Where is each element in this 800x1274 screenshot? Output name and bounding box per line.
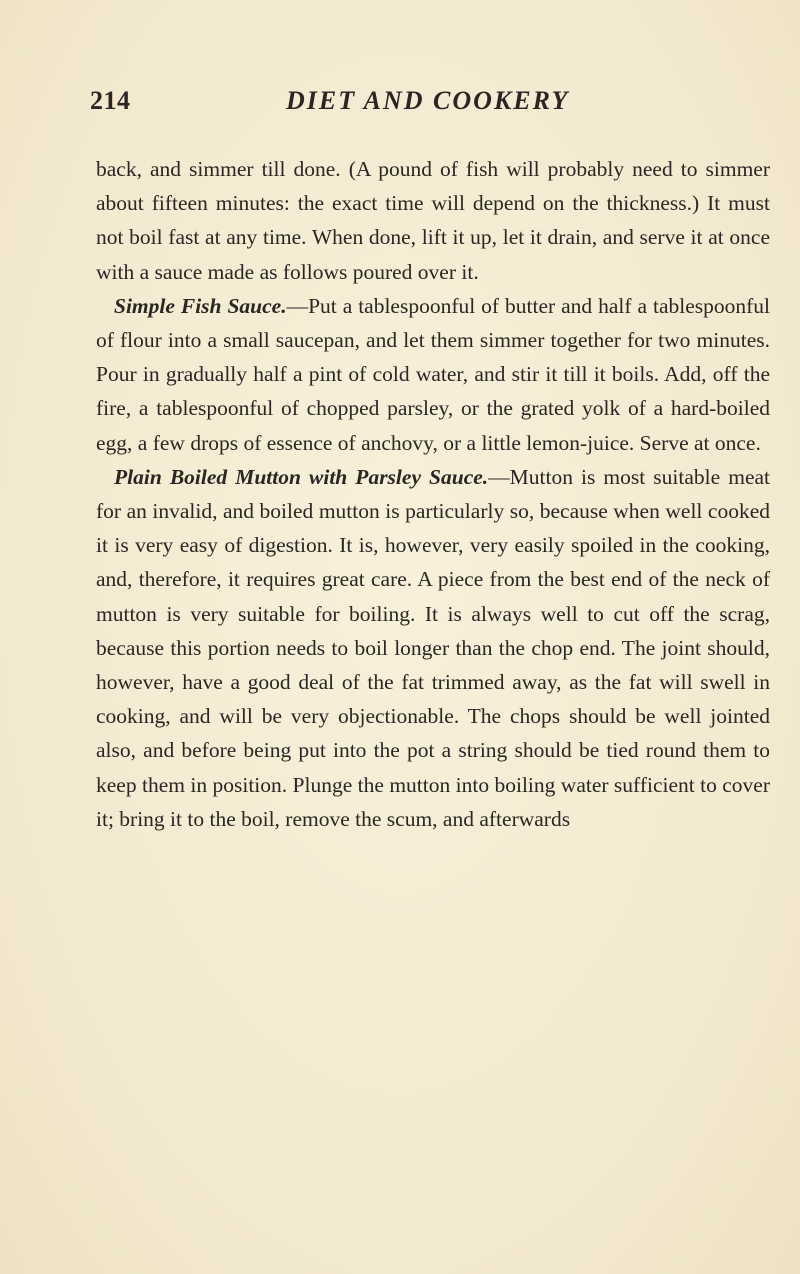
body-text — [96, 152, 770, 836]
paragraph-boiled-mutton — [96, 460, 770, 836]
running-title: DIET AND COOKERY — [286, 86, 570, 115]
paragraph-simple-fish-sauce — [96, 289, 770, 460]
page-number: 214 — [90, 86, 131, 115]
paragraph-fish-continuation — [96, 152, 770, 289]
recipe-heading: Simple Fish Sauce. — [114, 293, 287, 318]
paragraph-text: —Mutton is most suitable meat for an invalid, and boiled mutton is particularly so, because when well cooked it is very easy of digestion. It is, however, very easily spoiled in the cooking, and, therefore, it requires great care. A piece from the best end of the neck of mutton is very suitable for boiling. It is always well to cut off the scrag, because this portion needs to boil longer than the chop end. The joint should, however, have a good deal of the fat trimmed away, as the fat will swell in cooking, and will be very objectionable. The chops should be well jointed also, and before being put into the pot a string should be tied round them to keep them in position. Plunge the mutton into boiling water sufficient to cover it; bring it to the boil, remove the scum, and afterwards — [96, 464, 771, 831]
recipe-heading: Plain Boiled Mutton with Parsley Sauce. — [114, 464, 489, 489]
paragraph-text: —Put a tablespoonful of butter and half a tablespoonful of flour into a small saucepan, and let them simmer together for two minutes. Pour in gradually half a pint of cold water, and stir it till it boils. Add, off the fire, a tablespoonful of chopped parsley, or the grated yolk of a hard-boiled egg, a few drops of essence of anchovy, or a little lemon-juice. Serve at once. — [96, 293, 770, 455]
running-head — [90, 86, 740, 126]
paragraph-text: back, and simmer till done. (A pound of fish will probably need to simmer about fifteen minutes: the exact time will depend on the thickness.) It must not boil fast at any time. When done, lift it up, let it drain, and serve it at once with a sauce made as follows poured over it. — [96, 157, 770, 284]
